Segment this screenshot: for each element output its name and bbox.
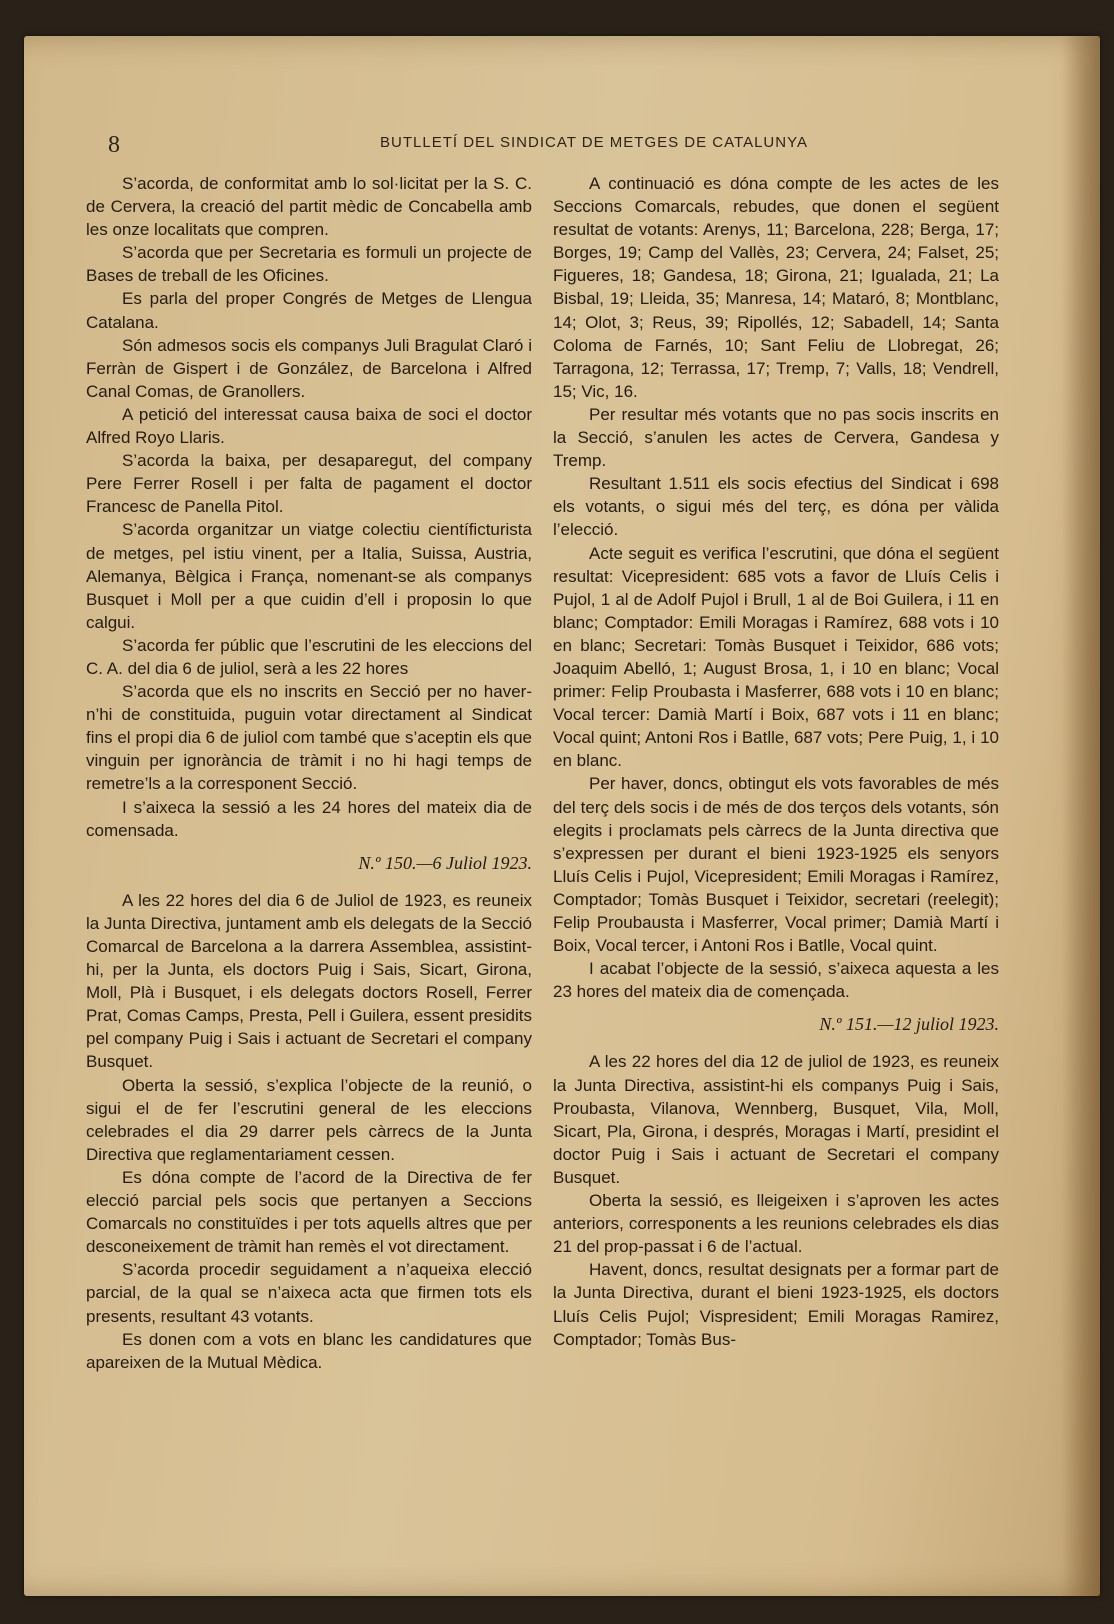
paragraph: Havent, doncs, resultat designats per a formar part de la Junta Directiva, durant el bieni 1923-1925, els doctors Lluís Celis Pujol; Vispresident; Emili Moragas Ramirez, Comptador; Tomàs Bus- xyxy=(553,1260,999,1349)
paragraph: I s’aixeca la sessió a les 24 hores del mateix dia de comensada. xyxy=(86,797,532,840)
paragraph: S’acorda procedir seguidament a n’aqueixa elecció parcial, de la qual se n’aixeca acta que firmen tots els presents, resultant 43 votants. xyxy=(86,1260,532,1326)
paragraph: A petició del interessat causa baixa de soci el doctor Alfred Royo Llaris. xyxy=(86,404,532,448)
paragraph: S’acorda fer públic que l’escrutini de les eleccions del C. A. del dia 6 de juliol, serà a les 22 hores xyxy=(86,635,532,678)
paragraph: A les 22 hores del dia 6 de Juliol de 1923, es reuneix la Junta Directiva, juntament amb els delegats de la Secció Comarcal de Barcelona a la darrera Assemblea, assistint-hi, per la Junta, els doctors Puig i Sais, Sicart, Girona, Moll, Plà i Busquet, i els delegats doctors Rosell, Ferrer Prat, Comas Camps, Presta, Pell i Guilera, essent presidits pel company Puig i Sais i actuant de Secretari el company Busquet. xyxy=(86,890,532,1072)
paragraph: S’acorda que els no inscrits en Secció per no haver-n’hi de constituida, puguin votar directament al Sindicat fins el propi dia 6 de juliol com també que s’aceptin els que vinguin per ignorància de tràmit i no hi hagi temps de remetre’ls a la corresponent Secció. xyxy=(86,682,532,794)
right-column xyxy=(553,172,999,1351)
page-number: 8 xyxy=(108,132,120,158)
paragraph: Són admesos socis els companys Juli Bragulat Claró i Ferràn de Gispert i de González, de Barcelona i Alfred Canal Comas, de Granollers. xyxy=(86,335,532,401)
paragraph: S’acorda organitzar un viatge colectiu científicturista de metges, pel istiu vinent, per a Italia, Suissa, Austria, Alemanya, Bèlgica i França, nomenant-se als companys Busquet i Moll per a que cuidin d’ell i proposin lo que calgui. xyxy=(86,520,532,632)
paragraph: S’acorda, de conformitat amb lo sol·licitat per la S. C. de Cervera, la creació del partit mèdic de Concabella amb les onze localitats que compren. xyxy=(86,174,532,240)
page-binding-shadow xyxy=(1062,36,1100,1596)
minutes-heading: N.º 151.—12 juliol 1923. xyxy=(819,1014,999,1035)
paragraph: Acte seguit es verifica l’escrutini, que dóna el següent resultat: Vicepresident: 685 vots a favor de Lluís Celis i Pujol, 1 al de Adolf Pujol i Brull, 1 al de Boi Guilera, i 11 en blanc; Comptador: Emili Moragas i Ramírez, 688 vots i 10 en blanc; Secretari: Tomàs Busquet i Teixidor, 686 vots; Joaquim Abelló, 1; August Brosa, 1, i 10 en blanc; Vocal primer: Felip Proubasta i Masferrer, 688 vots i 10 en blanc; Vocal tercer: Damià Martí i Boix, 687 vots i 11 en blanc; Vocal quint; Antoni Ros i Batlle, 687 vots; Pere Puig, 1, i 10 en blanc. xyxy=(553,543,999,771)
paragraph: Es parla del proper Congrés de Metges de Llengua Catalana. xyxy=(86,289,532,332)
paragraph: Oberta la sessió, es lleigeixen i s’aproven les actes anteriors, corresponents a les reunions celebrades els dias 21 del prop-passat i 6 de l’actual. xyxy=(553,1191,999,1257)
paragraph: Oberta la sessió, s’explica l’objecte de la reunió, o sigui el de fer l’escrutini general de les eleccions celebrades el dia 29 darrer pels càrrecs de la Junta Directiva que reglamentariament cessen. xyxy=(86,1075,532,1164)
paragraph: Es donen com a vots en blanc les candidatures que apareixen de la Mutual Mèdica. xyxy=(86,1329,532,1372)
left-column xyxy=(86,172,532,1374)
paragraph: Per haver, doncs, obtingut els vots favorables de més del terç dels socis i de més de dos terços dels votants, són elegits i proclamats pels càrrecs de la Junta directiva que s’expressen per durant el bieni 1923-1925 els senyors Lluís Celis i Pujol, Vicepresident; Emili Moragas i Ramírez, Comptador; Tomàs Busquet i Teixidor, secretari (reelegit); Felip Proubausta i Masferrer, Vocal primer; Damià Martí i Boix, Vocal tercer, i Antoni Ros i Batlle, Vocal quint. xyxy=(553,774,999,956)
minutes-heading: N.º 150.—6 Juliol 1923. xyxy=(358,852,532,873)
paragraph: Es dóna compte de l’acord de la Directiva de fer elecció parcial pels socis que pertanyen a Seccions Comarcals no constituïdes i per tots aquells altres que per desconeixement de tràmit han remès el vot directament. xyxy=(86,1167,532,1257)
paragraph: Resultant 1.511 els socis efectius del Sindicat i 698 els votants, o sigui més del terç, es dóna per vàlida l’elecció. xyxy=(553,474,999,540)
paragraph: S’acorda la baixa, per desaparegut, del company Pere Ferrer Rosell i per falta de pagament el doctor Francesc de Panella Pitol. xyxy=(86,451,532,517)
paragraph: I acabat l’objecte de la sessió, s’aixeca aquesta a les 23 hores del mateix dia de començada. xyxy=(553,959,999,1002)
paragraph: Per resultar més votants que no pas socis inscrits en la Secció, s’anulen les actes de Cervera, Gandesa y Tremp. xyxy=(553,404,999,471)
running-header: BUTLLETÍ DEL SINDICAT DE METGES DE CATALUNYA xyxy=(380,134,808,151)
paragraph: A continuació es dóna compte de les actes de les Seccions Comarcals, rebudes, que donen el següent resultat de votants: Arenys, 11; Barcelona, 228; Berga, 17; Borges, 19; Camp del Vallès, 23; Cervera, 24; Falset, 25; Figueres, 18; Gandesa, 18; Girona, 21; Igualada, 21; La Bisbal, 19; Lleida, 35; Manresa, 14; Mataró, 8; Montblanc, 14; Olot, 3; Reus, 39; Ripollés, 12; Sabadell, 14; Santa Coloma de Farnés, 10; Sant Feliu de Llobregat, 26; Tarragona, 12; Terrassa, 17; Tremp, 7; Valls, 18; Vendrell, 15; Vic, 16. xyxy=(553,174,999,401)
paragraph: A les 22 hores del dia 12 de juliol de 1923, es reuneix la Junta Directiva, assistint-hi els companys Puig i Sais, Proubasta, Vilanova, Wennberg, Busquet, Vila, Moll, Sicart, Pla, Girona, i després, Moragas i Martí, presidint el doctor Puig i Sais i actuant de Secretari el company Busquet. xyxy=(553,1052,999,1187)
paragraph: S’acorda que per Secretaria es formuli un projecte de Bases de treball de les Oficines. xyxy=(86,243,532,286)
